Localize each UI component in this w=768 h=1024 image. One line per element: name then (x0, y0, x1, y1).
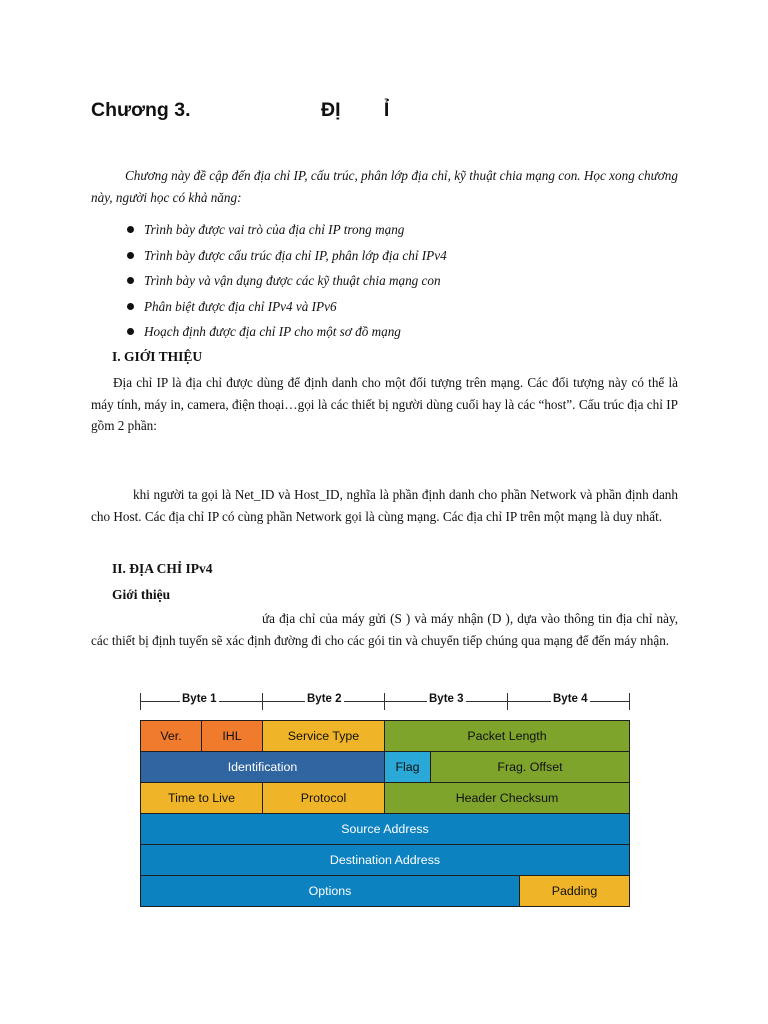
byte-label: Byte 1 (182, 693, 217, 705)
field-protocol: Protocol (263, 783, 385, 814)
objectives-list (127, 219, 447, 347)
field-flag: Flag (385, 752, 431, 783)
field-options: Options (141, 876, 520, 907)
ruler-tick (140, 693, 141, 710)
header-grid (140, 720, 630, 907)
section-heading-ipv4: II. ĐỊA CHỈ IPv4 (112, 561, 213, 576)
byte-label: Byte 2 (307, 693, 342, 705)
field-ihl: IHL (202, 721, 263, 752)
paragraph-ipv4-text: ứa địa chỉ của máy gửi (S ) và máy nhận (D ), dựa vào thông tin địa chỉ này, các thiết bị định tuyến sẽ xác định đường đi cho các gói tin và chuyển tiếp chúng qua mạng để đến máy nhận. (91, 611, 678, 648)
field-padding: Padding (520, 876, 630, 907)
ruler-tick (629, 693, 630, 710)
byte-label: Byte 3 (429, 693, 464, 705)
field-ver: Ver. (141, 721, 202, 752)
chapter-intro: Chương này đề cập đến địa chỉ IP, cấu trúc, phân lớp địa chỉ, kỹ thuật chia mạng con. Học xong chương này, người học có khả năng: (91, 168, 678, 205)
paragraph-ipv4 (91, 608, 678, 651)
field-frag-offset: Frag. Offset (431, 752, 630, 783)
chapter-label: Chương 3. (91, 99, 191, 121)
field-identification: Identification (141, 752, 385, 783)
paragraph-net-host-id: khi người ta gọi là Net_ID và Host_ID, nghĩa là phần định danh cho phần Network và phần định danh cho Host. Các địa chỉ IP có cùng phần Network gọi là cùng mạng. Các địa chỉ IP trên một mạng là duy nhất. (91, 487, 678, 524)
chapter-heading: ĐỊ Ỉ (321, 99, 390, 121)
section-heading-intro: I. GIỚI THIỆU (112, 349, 203, 364)
objective-item: Trình bày và vận dụng được các kỹ thuật chia mạng con (127, 270, 447, 296)
paragraph-ip-definition: Địa chỉ IP là địa chỉ được dùng để định danh cho một đối tượng trên mạng. Các đối tượng này có thể là máy tính, máy in, camera, điện thoại…gọi là các thiết bị người dùng cuối hay là các “host”. Cấu trúc địa chỉ IP gồm 2 phần: (91, 375, 678, 433)
objective-item: Trình bày được cấu trúc địa chỉ IP, phân lớp địa chỉ IPv4 (127, 245, 447, 271)
ruler-tick (507, 693, 508, 710)
ruler-tick (262, 693, 263, 710)
ruler-tick (384, 693, 385, 710)
subheading-intro: Giới thiệu (112, 587, 171, 602)
field-service-type: Service Type (263, 721, 385, 752)
byte-label: Byte 4 (553, 693, 588, 705)
objective-item: Trình bày được vai trò của địa chỉ IP trong mạng (127, 219, 447, 245)
field-packet-length: Packet Length (385, 721, 630, 752)
ipv4-header-diagram (140, 688, 630, 910)
field-destination-address: Destination Address (141, 845, 630, 876)
field-source-address: Source Address (141, 814, 630, 845)
field-time-to-live: Time to Live (141, 783, 263, 814)
chapter-title (91, 99, 390, 122)
objective-item: Hoạch định được địa chỉ IP cho một sơ đồ mạng (127, 321, 447, 347)
field-header-checksum: Header Checksum (385, 783, 630, 814)
objective-item: Phân biệt được địa chỉ IPv4 và IPv6 (127, 296, 447, 322)
